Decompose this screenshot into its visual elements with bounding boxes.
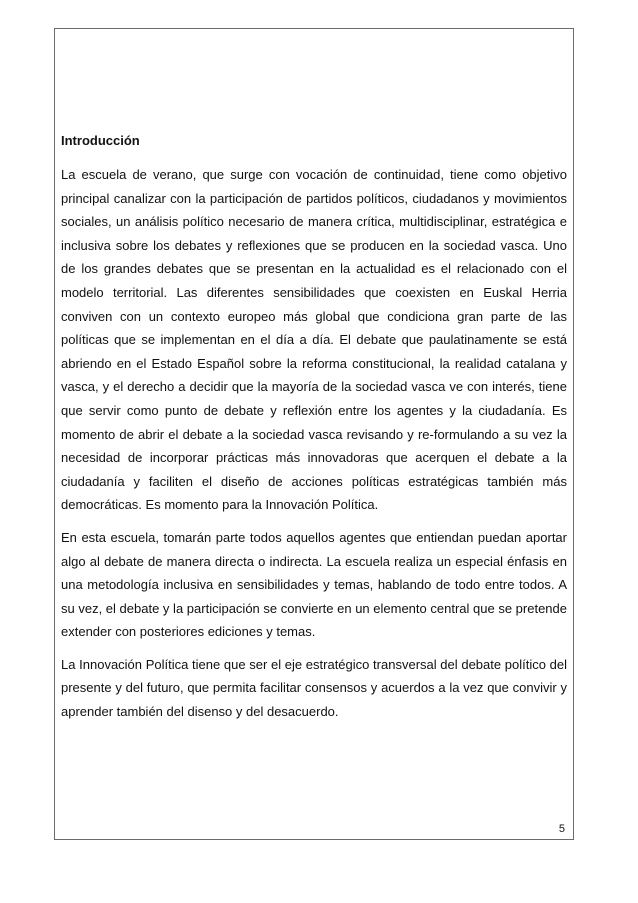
paragraph-3: La Innovación Política tiene que ser el eje estratégico transversal del debate político del presente y del futuro, que permita facilitar consensos y acuerdos a la vez que convivir y aprender también del disenso y del desacuerdo. <box>61 656 567 720</box>
paragraph-1: La escuela de verano, que surge con vocación de continuidad, tiene como objetivo principal canalizar con la participación de partidos políticos, ciudadanos y movimientos sociales, un análisis político necesario de manera crítica, multidisciplinar, estratégica e inclusiva sobre los debates y reflexiones que se producen en la sociedad vasca. Uno de los grandes debates que se presentan en la actualidad es el relacionado con el modelo territorial. Las diferentes sensibilidades que coexisten en Euskal Herria conviven con un contexto europeo más global que condiciona gran parte de las políticas que se implementan en el día a día. El debate que paulatinamente se está abriendo en el Estado Español sobre la reforma constitucional, la realidad catalana y vasca, y el derecho a decidir que la mayoría de la sociedad vasca ve con interés, tiene que servir como punto de debate y reflexión entre los agentes y la ciudadanía. Es momento de abrir el debate a la sociedad vasca revisando y re-formulando a su vez la necesidad de incorporar prácticas más innovadoras que acerquen el debate a la ciudadanía y faciliten el diseño de acciones políticas estratégicas también más democráticas. Es momento para la Innovación Política. <box>61 167 567 513</box>
page-frame <box>54 28 574 840</box>
page-number: 5 <box>558 823 565 835</box>
paragraph-2: En esta escuela, tomarán parte todos aquellos agentes que entiendan puedan aportar algo al debate de manera directa o indirecta. La escuela realiza un especial énfasis en una metodología inclusiva en sensibilidades y temas, hablando de todo entre todos. A su vez, el debate y la participación se convierte en un elemento central que se pretende extender con posteriores ediciones y temas. <box>61 529 567 640</box>
document-body <box>61 133 567 733</box>
section-heading: Introducción <box>61 133 140 148</box>
